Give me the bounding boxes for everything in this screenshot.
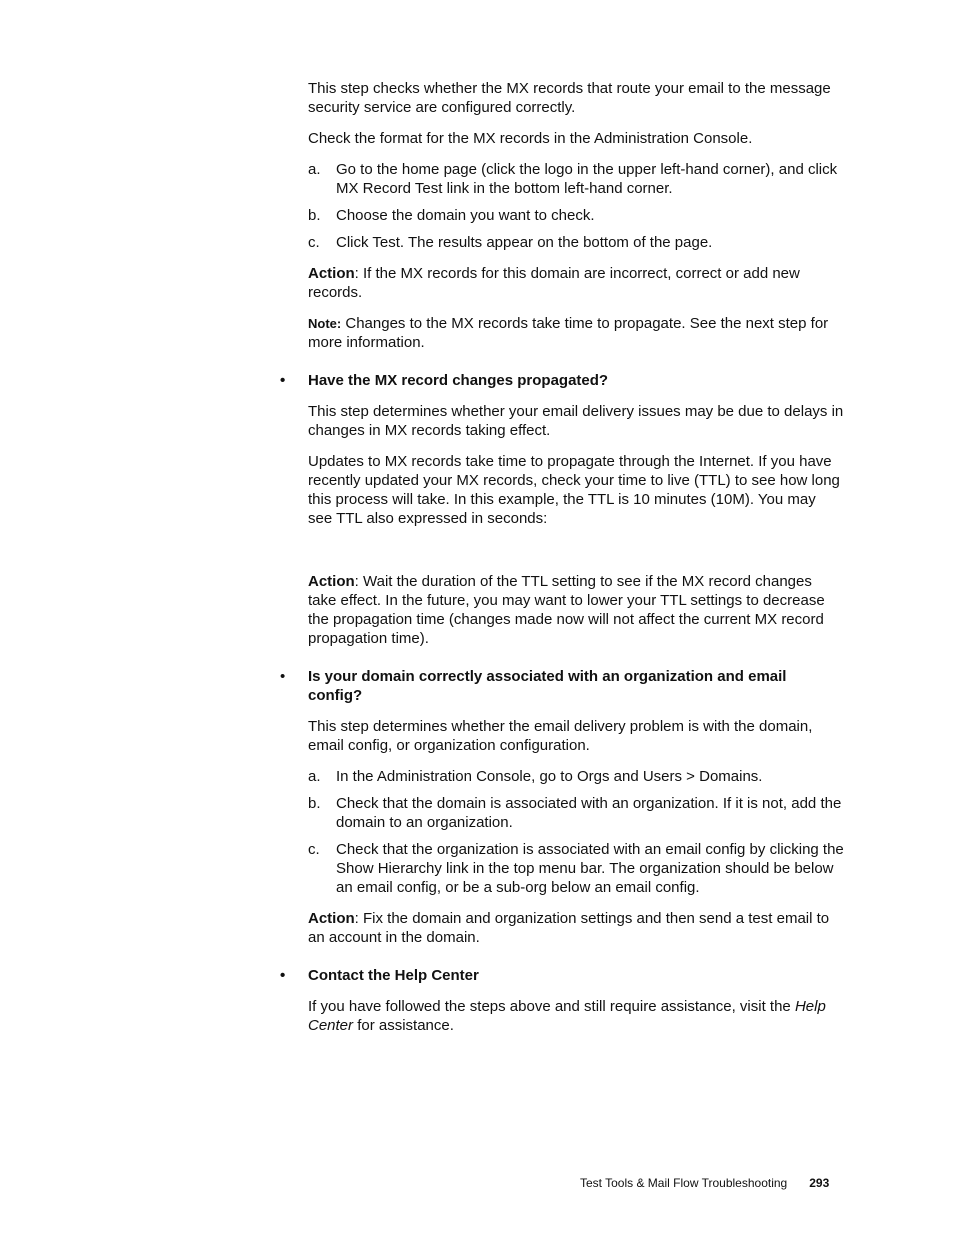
help-text-before: If you have followed the steps above and still require assistance, visit the (308, 998, 795, 1015)
list-marker: b. (308, 795, 321, 812)
steps-list-1 (308, 160, 844, 252)
steps-list-2 (308, 767, 844, 897)
note-text: Changes to the MX records take time to propagate. See the next step for more information. (308, 315, 829, 351)
bullet-marker: • (280, 372, 286, 389)
heading-text: Contact the Help Center (308, 967, 479, 984)
list-marker: a. (308, 768, 321, 785)
propagation-paragraph-2: Updates to MX records take time to propagate through the Internet. If you have recently updated your MX records, check your time to live (TTL) to see how long this process will take. In this example, the TTL is 10 minutes (10M). You may see TTL also expressed in seconds: (308, 453, 840, 527)
list-item-text: Check that the organization is associated with an email config by clicking the Show Hierarchy link in the top menu bar. The organization should be below an email config, or be a sub-org below an email config. (336, 841, 844, 896)
action-text: : Wait the duration of the TTL setting to see if the MX record changes take effect. In the future, you may want to lower your TTL settings to decrease the propagation time (changes made now will not affect the current MX record propagation time). (308, 573, 825, 647)
list-marker: c. (308, 841, 320, 858)
document-body (280, 79, 844, 1047)
help-center-reference: Help Center (308, 998, 826, 1034)
list-item-text: Click Test. The results appear on the bottom of the page. (336, 234, 713, 251)
heading-text: Have the MX record changes propagated? (308, 372, 609, 389)
action-text: : Fix the domain and organization settings and then send a test email to an account in the domain. (308, 910, 830, 946)
intro-paragraph: This step checks whether the MX records that route your email to the message security service are configured correctly. (308, 80, 831, 116)
domain-paragraph-1: This step determines whether the email delivery problem is with the domain, email config, or organization configuration. (308, 718, 813, 754)
section-heading-propagation (280, 371, 844, 390)
propagation-paragraph-1: This step determines whether your email delivery issues may be due to delays in changes in MX records taking effect. (308, 403, 844, 439)
action-text: : If the MX records for this domain are incorrect, correct or add new records. (308, 265, 800, 301)
action-paragraph-3 (308, 909, 844, 947)
action-label: Action (308, 573, 355, 590)
bullet-marker: • (280, 668, 286, 685)
action-paragraph-1 (308, 264, 844, 302)
footer-title: Test Tools & Mail Flow Troubleshooting (580, 1176, 788, 1190)
note-paragraph (308, 314, 844, 352)
list-marker: b. (308, 207, 321, 224)
spacer (308, 540, 844, 572)
list-item (308, 206, 844, 225)
list-item-text: Choose the domain you want to check. (336, 207, 595, 224)
check-format-paragraph: Check the format for the MX records in the Administration Console. (308, 130, 753, 147)
list-item (308, 767, 844, 786)
section-heading-help-center (280, 966, 844, 985)
list-item (308, 160, 844, 198)
help-text-after: for assistance. (353, 1017, 454, 1034)
list-item (308, 840, 844, 897)
section-heading-domain-association (280, 667, 844, 705)
action-label: Action (308, 910, 355, 927)
page-footer (580, 1174, 829, 1193)
list-item-text: In the Administration Console, go to Orgs and Users > Domains. (336, 768, 763, 785)
bullet-marker: • (280, 967, 286, 984)
list-item (308, 233, 844, 252)
list-item-text: Go to the home page (click the logo in the upper left-hand corner), and click MX Record Test link in the bottom left-hand corner. (336, 161, 838, 197)
list-item-text: Check that the domain is associated with an organization. If it is not, add the domain to an organization. (336, 795, 842, 831)
action-label: Action (308, 265, 355, 282)
list-marker: a. (308, 161, 321, 178)
list-marker: c. (308, 234, 320, 251)
note-label: Note: (308, 316, 342, 331)
action-paragraph-2 (308, 572, 844, 648)
help-center-paragraph (308, 997, 844, 1035)
list-item (308, 794, 844, 832)
page-number: 293 (809, 1176, 830, 1190)
heading-text: Is your domain correctly associated with an organization and email config? (308, 668, 787, 704)
